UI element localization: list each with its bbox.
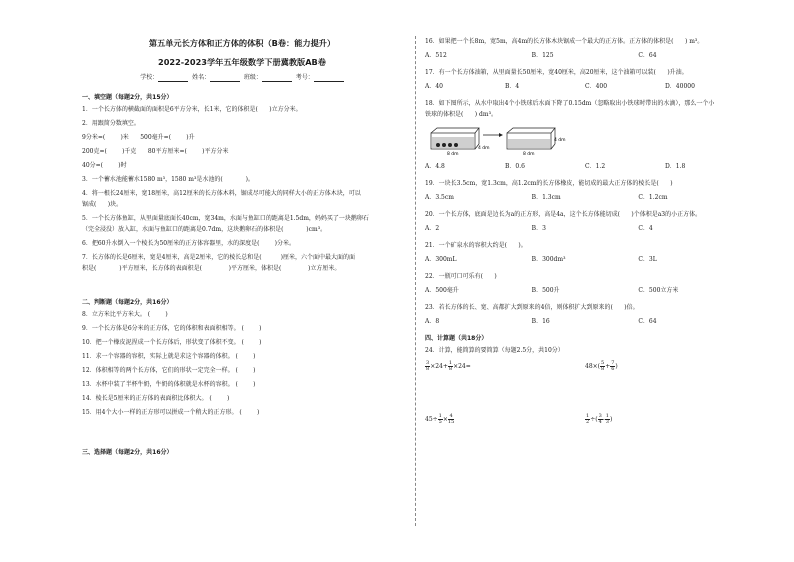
name-blank[interactable] bbox=[210, 75, 240, 82]
fraction: $\frac{3}{4}$ bbox=[598, 413, 602, 425]
school-blank[interactable] bbox=[158, 75, 188, 82]
question-18-line1: 18．如下图所示，从水中取出4个小铁球后水面下降了0.15dm（忽略取出小铁球时带出的水滴），那么一个小 bbox=[425, 100, 715, 107]
tank-right-water bbox=[508, 139, 550, 148]
right-column bbox=[425, 38, 745, 425]
expr-text: × bbox=[442, 416, 448, 423]
id-blank[interactable] bbox=[314, 75, 344, 82]
option: B．300dm³ bbox=[531, 256, 566, 263]
option: D．1.8 bbox=[665, 163, 686, 170]
expr-text: 45÷ bbox=[425, 416, 438, 423]
question-5-line2: （完全浸没）放入缸，水面与鱼缸口的距离是0.7dm，这块鹅卵石的体积是( )cm³。 bbox=[82, 226, 327, 233]
expr-text: + bbox=[605, 363, 611, 370]
page-title-1: 第五单元长方体和正方体的体积（B卷：能力提升） bbox=[148, 38, 336, 48]
option: A．512 bbox=[425, 52, 447, 59]
option: C．500立方米 bbox=[638, 287, 679, 294]
tank-diagram bbox=[429, 125, 569, 157]
fig-label-right-depth: 4 dm bbox=[554, 138, 566, 143]
option: C．64 bbox=[638, 52, 657, 59]
question-2a: 9分米=( )米 500毫升=( )升 bbox=[82, 134, 195, 141]
option: C．64 bbox=[638, 318, 657, 325]
tank-right-side-bottom bbox=[551, 144, 555, 149]
expression-1 bbox=[425, 361, 585, 372]
option: A．8 bbox=[425, 318, 440, 325]
expr-text: ) bbox=[609, 416, 613, 423]
option: B．4 bbox=[505, 83, 520, 90]
calc-row-1 bbox=[425, 361, 745, 372]
question-21: 21．一个矿泉水的容积大约是( )。 bbox=[425, 242, 527, 249]
fraction: $\frac{1}{5}$ bbox=[438, 413, 442, 425]
expr-text: ) bbox=[615, 363, 618, 370]
question-3: 3．一个蓄水池能蓄水1580 m³，1580 m³是水池的( )。 bbox=[82, 176, 254, 183]
option: C．1.2 bbox=[585, 163, 606, 170]
question-4-line2: 锯成( )块。 bbox=[82, 201, 123, 208]
expression-4 bbox=[585, 414, 745, 425]
question-2c: 40分=( )时 bbox=[82, 162, 127, 169]
option: B．16 bbox=[531, 318, 550, 325]
question-18-options bbox=[425, 163, 745, 171]
option: B．1.3cm bbox=[531, 194, 561, 201]
section-4-heading: 四、计算题（共18分） bbox=[425, 335, 488, 342]
question-21-options bbox=[425, 256, 745, 264]
option: A．500毫升 bbox=[425, 287, 459, 294]
question-4-line1: 4．将一根长24厘米，宽18厘米，高12厘米的长方体木料，锯成尽可能大的同样大小的正方体木块，可以 bbox=[82, 190, 361, 197]
question-2b: 200克=( )千克 80平方厘米=( )平方分米 bbox=[82, 148, 229, 155]
fraction: $\frac{5}{8}$ bbox=[601, 360, 605, 372]
expr-text: - bbox=[602, 416, 605, 423]
question-23: 23．若长方体的长、宽、高都扩大到原来的4倍，则体积扩大到原来的( )倍。 bbox=[425, 304, 639, 311]
tank-figure bbox=[429, 125, 745, 157]
option: D．40000 bbox=[665, 83, 695, 90]
expr-text: ×24+ bbox=[430, 363, 448, 370]
info-label-name: 姓名： bbox=[192, 74, 211, 81]
question-16: 16．如果把一个长8m，宽5m，高4m的长方体木块锯成一个最大的正方体。正方体的体积是( ) m³。 bbox=[425, 38, 704, 45]
question-15: 15．用4个大小一样的正方形可以拼成一个稍大的正方形。 ( ) bbox=[82, 409, 260, 416]
question-22-options bbox=[425, 287, 745, 295]
option: C．1.2cm bbox=[638, 194, 668, 201]
section-2-heading: 二、判断题（每题2分，共16分） bbox=[82, 299, 173, 306]
option: A．40 bbox=[425, 83, 443, 90]
question-18-line2: 铁球的体积是( ) dm³。 bbox=[425, 111, 497, 118]
question-7-line2: 积是( )平方厘米，长方体的表面积是( )平方厘米，体积是( )立方厘米。 bbox=[82, 265, 341, 272]
option: A．300mL bbox=[425, 256, 457, 263]
section-1-heading: 一、填空题（每题2分，共15分） bbox=[82, 94, 173, 101]
question-13: 13．水杯中装了半杯牛奶，牛奶的体积就是水杯的容积。 ( ) bbox=[82, 381, 256, 388]
tank-right-top bbox=[507, 128, 555, 133]
expr-text: 48×( bbox=[585, 363, 601, 370]
option: A．4.8 bbox=[425, 163, 445, 170]
question-19: 19．一块长3.5cm，宽1.3cm，高1.2cm的长方体橡皮，能切成的最大正方体的棱长是( ) bbox=[425, 180, 673, 187]
question-2: 2．用跟简分数填空。 bbox=[82, 120, 140, 127]
section-3-heading: 三、选择题（每题2分，共16分） bbox=[82, 449, 173, 456]
fig-label-left-length: 8 dm bbox=[447, 152, 459, 157]
column-divider bbox=[415, 36, 416, 526]
student-info-row bbox=[82, 74, 402, 82]
fraction: $\frac{1}{8}$ bbox=[448, 360, 453, 372]
question-16-options bbox=[425, 52, 745, 60]
expression-2 bbox=[585, 361, 745, 372]
question-11: 11．求一个容器的容积，实际上就是求这个容器的体积。 ( ) bbox=[82, 353, 256, 360]
expression-3 bbox=[425, 414, 585, 425]
question-24: 24．计算，能简算的要简算（每题2.5分，共10分） bbox=[425, 347, 564, 354]
question-22: 22．一瓶可口可乐有( ) bbox=[425, 273, 497, 280]
expr-text: ×24= bbox=[453, 363, 471, 370]
question-5-line1: 5．一个长方体鱼缸，从里面量底面长40cm，宽34m，水面与鱼缸口的距离是1.5dm，妈妈买了一块鹅卵石 bbox=[82, 215, 369, 222]
iron-ball bbox=[448, 143, 452, 147]
question-9: 9．一个长方体是6分米的正方体，它的体积和表面积相等。 ( ) bbox=[82, 325, 262, 332]
fig-label-right-length: 8 dm bbox=[523, 152, 535, 157]
iron-ball bbox=[454, 143, 458, 147]
fraction: $\frac{4}{15}$ bbox=[447, 413, 455, 425]
iron-ball bbox=[442, 143, 446, 147]
question-17-options bbox=[425, 83, 745, 91]
question-10: 10．把一个橡皮泥捏成一个长方体后，形状变了体积不变。 ( ) bbox=[82, 339, 262, 346]
option: A．3.5cm bbox=[425, 194, 454, 201]
question-12: 12．体积相等的两个长方体，它们的形状一定完全一样。 ( ) bbox=[82, 367, 256, 374]
calc-row-2 bbox=[425, 414, 745, 425]
option: A．2 bbox=[425, 225, 440, 232]
tank-left-top bbox=[431, 128, 479, 133]
class-blank[interactable] bbox=[262, 75, 292, 82]
option: B．125 bbox=[531, 52, 554, 59]
question-23-options bbox=[425, 318, 745, 326]
question-7-line1: 7．长方体的长是6厘米，宽是4厘米，高是2厘米，它的棱长总和是( )厘米，六个面中最大面的面 bbox=[82, 254, 356, 261]
question-6: 6．把60升水倒入一个棱长为50厘米的正方体容器里，水的深度是( )分米。 bbox=[82, 240, 296, 247]
question-1: 1．一个长方体的横截面的面积是6平方分米，长1米，它的体积是( )立方分米。 bbox=[82, 106, 302, 113]
fig-label-left-depth: 4 dm bbox=[478, 146, 490, 151]
fraction: $\frac{7}{6}$ bbox=[611, 360, 615, 372]
fraction: $\frac{3}{8}$ bbox=[426, 360, 430, 372]
option: B．3 bbox=[531, 225, 546, 232]
page-title-2: 2022-2023学年五年级数学下册冀教版AB卷 bbox=[158, 57, 326, 67]
question-17: 17．有一个长方体油箱，从里面量长50厘米，宽40厘米，高20厘米，这个油箱可以装( )升油。 bbox=[425, 69, 688, 76]
question-19-options bbox=[425, 194, 745, 202]
info-label-school: 学校： bbox=[140, 74, 159, 81]
fraction: $\frac{1}{2}$ bbox=[586, 413, 590, 425]
info-label-id: 考号： bbox=[295, 74, 314, 81]
option: C．3L bbox=[638, 256, 657, 263]
arrow-head-icon bbox=[499, 133, 503, 137]
question-20-options bbox=[425, 225, 745, 233]
expr-text: ÷( bbox=[590, 416, 598, 423]
option: C．4 bbox=[638, 225, 653, 232]
option: C．400 bbox=[585, 83, 608, 90]
question-14: 14．棱长是5厘米的正方体的表面积比体积大。 ( ) bbox=[82, 395, 230, 402]
left-column bbox=[82, 38, 402, 461]
option: B．500升 bbox=[531, 287, 560, 294]
question-8: 8．立方米比平方米大。 ( ) bbox=[82, 311, 168, 318]
question-20: 20．一个长方体，底面是边长为a的正方形，高是4a，这个长方体能切成( )个体积是a3的小正方体。 bbox=[425, 211, 702, 218]
iron-ball bbox=[436, 143, 440, 147]
fraction: $\frac{1}{3}$ bbox=[605, 413, 609, 425]
info-label-class: 班级： bbox=[243, 74, 262, 81]
option: B．0.6 bbox=[505, 163, 525, 170]
